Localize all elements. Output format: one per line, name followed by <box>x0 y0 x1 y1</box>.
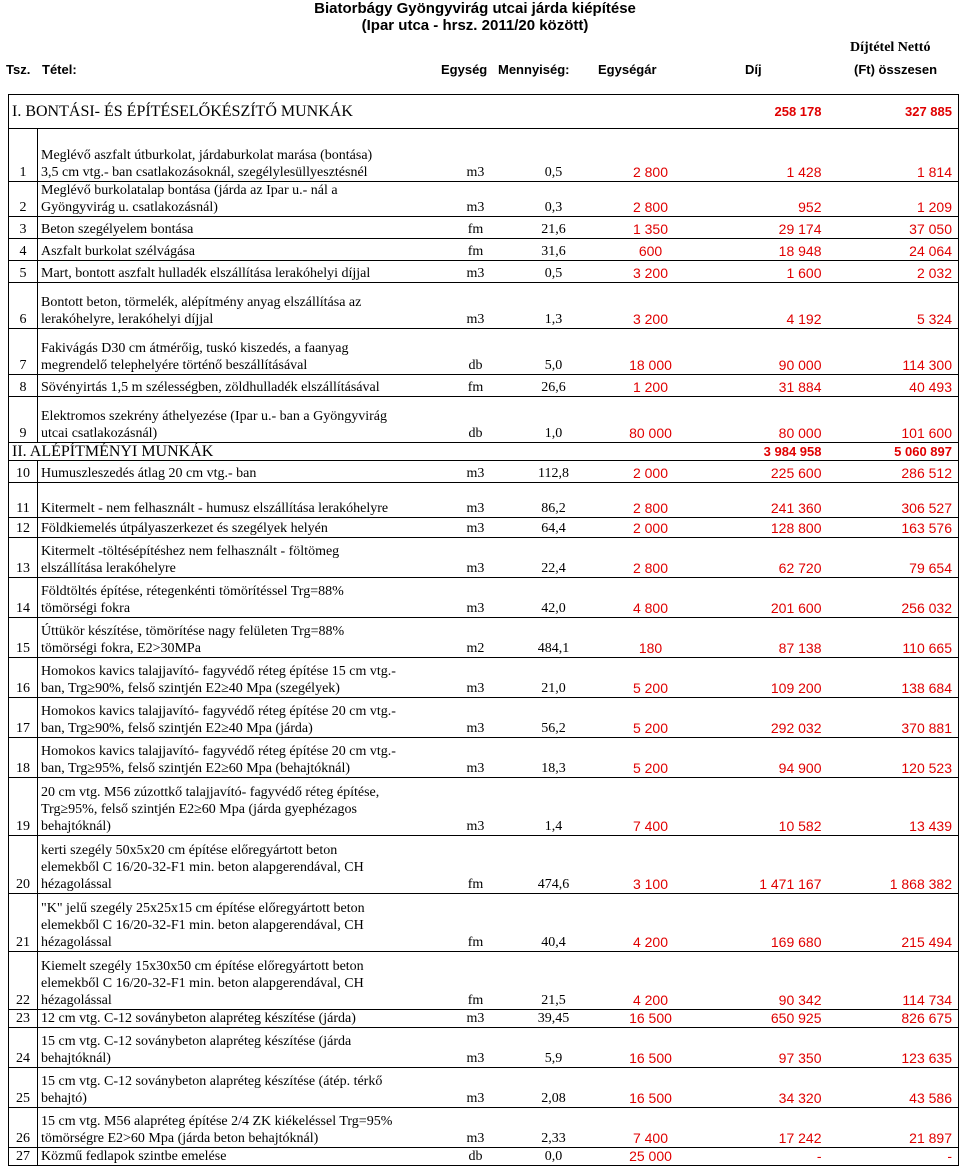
item-description <box>38 1010 447 1028</box>
item-description <box>38 283 447 329</box>
description-line: 15 cm vtg. C-12 soványbeton alapréteg készítése (átép. térkő <box>41 1074 383 1089</box>
description-line: Homokos kavics talajjavító- fagyvédő réteg építése 20 cm vtg.- <box>41 704 396 719</box>
fee-cell: 1 428 <box>699 129 830 182</box>
unit-cell: m3 <box>447 698 505 738</box>
quantity-cell: 2,33 <box>505 1108 603 1148</box>
description-line: behajtóknál) <box>41 819 111 834</box>
unit-price-cell: 16 500 <box>603 1028 699 1068</box>
item-description <box>38 778 447 836</box>
fee-cell: 17 242 <box>699 1108 830 1148</box>
row-number: 7 <box>9 329 38 375</box>
quantity-cell: 1,0 <box>505 397 603 443</box>
net-total-cell: 79 654 <box>830 538 959 578</box>
fee-cell: 241 360 <box>699 483 830 518</box>
unit-price-cell: 16 500 <box>603 1010 699 1028</box>
table-row <box>9 283 959 329</box>
description-line: 3,5 cm vtg.- ban csatlakozásoknál, szegélylesüllyesztésnél <box>41 165 368 180</box>
fee-cell: 952 <box>699 182 830 217</box>
net-total-cell: 1 209 <box>830 182 959 217</box>
section-title: I. BONTÁSI- ÉS ÉPÍTÉSELŐKÉSZÍTŐ MUNKÁK <box>9 95 699 129</box>
row-number: 5 <box>9 261 38 283</box>
section-title: II. ALÉPÍTMÉNYI MUNKÁK <box>9 443 699 461</box>
item-description <box>38 397 447 443</box>
quantity-cell: 0,5 <box>505 129 603 182</box>
header-net-line1: Díjtétel Nettó <box>850 40 931 55</box>
row-number: 8 <box>9 375 38 397</box>
net-total-cell: 13 439 <box>830 778 959 836</box>
unit-cell: db <box>447 329 505 375</box>
item-description <box>38 239 447 261</box>
description-line: tömörségi fokra <box>41 601 131 616</box>
item-description <box>38 738 447 778</box>
description-line: elemekből C 16/20-32-F1 min. beton alapgerendával, CH <box>41 976 364 991</box>
row-number: 15 <box>9 618 38 658</box>
unit-cell: db <box>447 1148 505 1166</box>
description-line: Mart, bontott aszfalt hulladék elszállítása lerakóhelyi díjjal <box>41 266 371 281</box>
fee-cell: 1 600 <box>699 261 830 283</box>
item-description <box>38 952 447 1010</box>
description-line: Meglévő aszfalt útburkolat, járdaburkolat marása (bontása) <box>41 148 373 163</box>
row-number: 21 <box>9 894 38 952</box>
item-description <box>38 658 447 698</box>
fee-cell: 292 032 <box>699 698 830 738</box>
table-row <box>9 239 959 261</box>
unit-price-cell: 4 800 <box>603 578 699 618</box>
net-total-cell: 163 576 <box>830 518 959 538</box>
row-number: 4 <box>9 239 38 261</box>
unit-price-cell: 2 000 <box>603 461 699 483</box>
description-line: "K" jelű szegély 25x25x15 cm építése előregyártott beton <box>41 901 365 916</box>
unit-price-cell: 16 500 <box>603 1068 699 1108</box>
net-total-cell: 286 512 <box>830 461 959 483</box>
unit-price-cell: 180 <box>603 618 699 658</box>
unit-cell: m2 <box>447 618 505 658</box>
fee-cell: 97 350 <box>699 1028 830 1068</box>
table-row <box>9 261 959 283</box>
fee-cell: 201 600 <box>699 578 830 618</box>
unit-cell: fm <box>447 894 505 952</box>
net-total-cell: 370 881 <box>830 698 959 738</box>
header-unit: Egység <box>441 62 488 77</box>
section-net-total: 5 060 897 <box>830 443 959 461</box>
table-row <box>9 1028 959 1068</box>
net-total-cell: 826 675 <box>830 1010 959 1028</box>
net-total-cell: 24 064 <box>830 239 959 261</box>
description-line: utcai csatlakozásnál) <box>41 426 158 441</box>
description-line: lerakóhelyre, lerakóhelyi díjjal <box>41 312 214 327</box>
description-line: Közmű fedlapok szintbe emelése <box>41 1149 227 1164</box>
unit-cell: db <box>447 397 505 443</box>
unit-cell: fm <box>447 239 505 261</box>
row-number: 10 <box>9 461 38 483</box>
table-row <box>9 778 959 836</box>
description-line: Homokos kavics talajjavító- fagyvédő réteg építése 20 cm vtg.- <box>41 744 396 759</box>
unit-cell: fm <box>447 375 505 397</box>
quantity-cell: 26,6 <box>505 375 603 397</box>
quantity-cell: 86,2 <box>505 483 603 518</box>
net-total-cell: 40 493 <box>830 375 959 397</box>
section-total: 3 984 958 <box>699 443 830 461</box>
net-total-cell: 306 527 <box>830 483 959 518</box>
table-row <box>9 952 959 1010</box>
fee-cell: 62 720 <box>699 538 830 578</box>
item-description <box>38 461 447 483</box>
section-header-row <box>9 95 959 129</box>
fee-cell: 94 900 <box>699 738 830 778</box>
header-unit-price: Egységár <box>598 62 657 77</box>
table-row <box>9 1068 959 1108</box>
unit-cell: m3 <box>447 1028 505 1068</box>
net-total-cell: 138 684 <box>830 658 959 698</box>
description-line: 15 cm vtg. C-12 soványbeton alapréteg készítése (járda <box>41 1034 352 1049</box>
table-row <box>9 738 959 778</box>
row-number: 1 <box>9 129 38 182</box>
item-description <box>38 129 447 182</box>
table-row <box>9 518 959 538</box>
fee-cell: 29 174 <box>699 217 830 239</box>
table-row <box>9 894 959 952</box>
unit-cell: m3 <box>447 518 505 538</box>
description-line: Sövényirtás 1,5 m szélességben, zöldhulladék elszállításával <box>41 380 380 395</box>
description-line <box>41 483 447 500</box>
unit-cell: fm <box>447 952 505 1010</box>
fee-cell: 90 000 <box>699 329 830 375</box>
unit-price-cell: 2 800 <box>603 182 699 217</box>
unit-price-cell: 2 800 <box>603 538 699 578</box>
quantity-cell: 18,3 <box>505 738 603 778</box>
fee-cell: 87 138 <box>699 618 830 658</box>
unit-price-cell: 18 000 <box>603 329 699 375</box>
fee-cell: 90 342 <box>699 952 830 1010</box>
item-description <box>38 375 447 397</box>
description-line: kerti szegély 50x5x20 cm építése előregyártott beton <box>41 843 338 858</box>
table-row <box>9 461 959 483</box>
unit-price-cell: 2 800 <box>603 129 699 182</box>
header-fee: Díj <box>745 62 762 77</box>
description-line: Kitermelt -töltésépítéshez nem felhasznált - föltömeg <box>41 544 340 559</box>
title-line-1: Biatorbágy Gyöngyvirág utcai járda kiépítése <box>314 0 636 17</box>
item-description <box>38 329 447 375</box>
row-number: 24 <box>9 1028 38 1068</box>
unit-price-cell: 1 350 <box>603 217 699 239</box>
quantity-cell: 474,6 <box>505 836 603 894</box>
description-line: Kitermelt - nem felhasznált - humusz elszállítása lerakóhelyre <box>41 501 389 516</box>
net-total-cell: 114 300 <box>830 329 959 375</box>
quantity-cell: 39,45 <box>505 1010 603 1028</box>
net-total-cell: 5 324 <box>830 283 959 329</box>
row-number: 23 <box>9 1010 38 1028</box>
unit-cell: m3 <box>447 261 505 283</box>
fee-cell: 650 925 <box>699 1010 830 1028</box>
fee-cell: 109 200 <box>699 658 830 698</box>
description-line: ban, Trg≥90%, felső szintjén E2≥40 Mpa (járda) <box>41 721 313 736</box>
row-number: 11 <box>9 483 38 518</box>
item-description <box>38 182 447 217</box>
description-line: Aszfalt burkolat szélvágása <box>41 244 195 259</box>
unit-cell: m3 <box>447 738 505 778</box>
description-line: tömörségi fokra, E2>30MPa <box>41 641 201 656</box>
header-no: Tsz. <box>6 62 31 77</box>
item-description <box>38 538 447 578</box>
table-row <box>9 217 959 239</box>
table-row <box>9 397 959 443</box>
row-number: 13 <box>9 538 38 578</box>
header-net-line2: (Ft) összesen <box>854 62 938 77</box>
item-description <box>38 1148 447 1166</box>
unit-cell: m3 <box>447 658 505 698</box>
table-row <box>9 698 959 738</box>
quantity-cell: 5,9 <box>505 1028 603 1068</box>
table-row <box>9 658 959 698</box>
title-line-2: (Ipar utca - hrsz. 2011/20 között) <box>361 17 589 34</box>
unit-cell: m3 <box>447 182 505 217</box>
quantity-cell: 64,4 <box>505 518 603 538</box>
quantity-cell: 5,0 <box>505 329 603 375</box>
item-description <box>38 578 447 618</box>
fee-cell: 34 320 <box>699 1068 830 1108</box>
net-total-cell: 215 494 <box>830 894 959 952</box>
quantity-cell: 21,0 <box>505 658 603 698</box>
unit-price-cell: 2 800 <box>603 483 699 518</box>
unit-cell: m3 <box>447 578 505 618</box>
unit-price-cell: 3 200 <box>603 261 699 283</box>
unit-price-cell: 5 200 <box>603 738 699 778</box>
quantity-cell: 56,2 <box>505 698 603 738</box>
unit-cell: m3 <box>447 483 505 518</box>
net-total-cell: - <box>830 1148 959 1166</box>
table-row <box>9 1108 959 1148</box>
net-total-cell: 21 897 <box>830 1108 959 1148</box>
row-number: 20 <box>9 836 38 894</box>
row-number: 18 <box>9 738 38 778</box>
section-total: 258 178 <box>699 95 830 129</box>
net-total-cell: 114 734 <box>830 952 959 1010</box>
row-number: 6 <box>9 283 38 329</box>
description-line: elemekből C 16/20-32-F1 min. beton alapgerendával, CH <box>41 860 364 875</box>
description-line: megrendelő telephelyére történő beszállításával <box>41 358 308 373</box>
quantity-cell: 40,4 <box>505 894 603 952</box>
row-number: 16 <box>9 658 38 698</box>
quantity-cell: 0,0 <box>505 1148 603 1166</box>
description-line: Beton szegélyelem bontása <box>41 222 194 237</box>
row-number: 27 <box>9 1148 38 1166</box>
quantity-cell: 42,0 <box>505 578 603 618</box>
item-description <box>38 1108 447 1148</box>
fee-cell: 10 582 <box>699 778 830 836</box>
table-row <box>9 483 959 518</box>
description-line: Gyöngyvirág u. csatlakozásnál) <box>41 200 218 215</box>
unit-price-cell: 25 000 <box>603 1148 699 1166</box>
unit-price-cell: 7 400 <box>603 778 699 836</box>
table-row <box>9 578 959 618</box>
unit-price-cell: 4 200 <box>603 952 699 1010</box>
quantity-cell: 21,6 <box>505 217 603 239</box>
description-line: 20 cm vtg. M56 zúzottkő talajjavító- fagyvédő réteg építése, <box>41 785 380 800</box>
unit-price-cell: 5 200 <box>603 658 699 698</box>
description-line: Bontott beton, törmelék, alépítmény anyag elszállítása az <box>41 295 362 310</box>
table-row <box>9 618 959 658</box>
unit-price-cell: 600 <box>603 239 699 261</box>
unit-price-cell: 3 200 <box>603 283 699 329</box>
row-number: 2 <box>9 182 38 217</box>
net-total-cell: 120 523 <box>830 738 959 778</box>
quantity-cell: 0,5 <box>505 261 603 283</box>
fee-cell: 31 884 <box>699 375 830 397</box>
fee-cell: 128 800 <box>699 518 830 538</box>
unit-cell: m3 <box>447 1010 505 1028</box>
header-item: Tétel: <box>42 62 77 77</box>
row-number: 25 <box>9 1068 38 1108</box>
quantity-cell: 0,3 <box>505 182 603 217</box>
description-line: Humuszleszedés átlag 20 cm vtg.- ban <box>41 466 257 481</box>
description-line: Földkiemelés útpályaszerkezet és szegélyek helyén <box>41 521 328 536</box>
fee-cell: 1 471 167 <box>699 836 830 894</box>
description-line: hézagolással <box>41 877 112 892</box>
description-line: tömörségre E2>60 Mpa (járda beton behajtóknál) <box>41 1131 319 1146</box>
item-description <box>38 217 447 239</box>
item-description <box>38 483 447 518</box>
quantity-cell: 1,3 <box>505 283 603 329</box>
net-total-cell: 256 032 <box>830 578 959 618</box>
net-total-cell: 110 665 <box>830 618 959 658</box>
section-header-row <box>9 443 959 461</box>
quantity-cell: 484,1 <box>505 618 603 658</box>
unit-price-cell: 2 000 <box>603 518 699 538</box>
table-row <box>9 538 959 578</box>
unit-cell: fm <box>447 836 505 894</box>
item-description <box>38 836 447 894</box>
fee-cell: 169 680 <box>699 894 830 952</box>
description-line: Földtöltés építése, rétegenkénti tömörítéssel Trg=88% <box>41 584 344 599</box>
description-line: elszállítása lerakóhelyre <box>41 561 176 576</box>
description-line: elemekből C 16/20-32-F1 min. beton alapgerendával, CH <box>41 918 364 933</box>
row-number: 19 <box>9 778 38 836</box>
description-line: Úttükör készítése, tömörítése nagy felületen Trg=88% <box>41 624 345 639</box>
item-description <box>38 698 447 738</box>
unit-price-cell: 3 100 <box>603 836 699 894</box>
description-line: ban, Trg≥90%, felső szintjén E2≥40 Mpa (szegélyek) <box>41 681 340 696</box>
net-total-cell: 1 868 382 <box>830 836 959 894</box>
description-line: hézagolással <box>41 993 112 1008</box>
net-total-cell: 43 586 <box>830 1068 959 1108</box>
unit-cell: m3 <box>447 1108 505 1148</box>
fee-cell: 80 000 <box>699 397 830 443</box>
row-number: 14 <box>9 578 38 618</box>
quantity-cell: 2,08 <box>505 1068 603 1108</box>
section-net-total: 327 885 <box>830 95 959 129</box>
table-row <box>9 1010 959 1028</box>
fee-cell: - <box>699 1148 830 1166</box>
description-line: Kiemelt szegély 15x30x50 cm építése előregyártott beton <box>41 959 364 974</box>
item-description <box>38 261 447 283</box>
description-line: hézagolással <box>41 935 112 950</box>
description-line: 12 cm vtg. C-12 soványbeton alapréteg készítése (járda) <box>41 1011 356 1026</box>
row-number: 17 <box>9 698 38 738</box>
unit-price-cell: 4 200 <box>603 894 699 952</box>
quantity-cell: 21,5 <box>505 952 603 1010</box>
unit-price-cell: 80 000 <box>603 397 699 443</box>
item-description <box>38 1028 447 1068</box>
quantity-cell: 22,4 <box>505 538 603 578</box>
unit-cell: m3 <box>447 461 505 483</box>
description-line: Meglévő burkolatalap bontása (járda az Ipar u.- nál a <box>41 183 338 198</box>
quantity-cell: 112,8 <box>505 461 603 483</box>
fee-cell: 18 948 <box>699 239 830 261</box>
row-number: 22 <box>9 952 38 1010</box>
description-line: Fakivágás D30 cm átmérőig, tuskó kiszedés, a faanyag <box>41 341 349 356</box>
fee-cell: 4 192 <box>699 283 830 329</box>
unit-cell: m3 <box>447 538 505 578</box>
net-total-cell: 101 600 <box>830 397 959 443</box>
unit-cell: m3 <box>447 129 505 182</box>
unit-price-cell: 5 200 <box>603 698 699 738</box>
unit-cell: m3 <box>447 778 505 836</box>
cost-table <box>8 94 959 1166</box>
row-number: 12 <box>9 518 38 538</box>
unit-price-cell: 7 400 <box>603 1108 699 1148</box>
table-row <box>9 329 959 375</box>
item-description <box>38 618 447 658</box>
quantity-cell: 1,4 <box>505 778 603 836</box>
description-line: behajtóknál) <box>41 1051 111 1066</box>
row-number: 9 <box>9 397 38 443</box>
description-line: behajtó) <box>41 1091 87 1106</box>
item-description <box>38 894 447 952</box>
table-row <box>9 182 959 217</box>
unit-cell: fm <box>447 217 505 239</box>
table-row <box>9 375 959 397</box>
header-qty: Mennyiség: <box>498 62 570 77</box>
unit-cell: m3 <box>447 283 505 329</box>
net-total-cell: 2 032 <box>830 261 959 283</box>
fee-cell: 225 600 <box>699 461 830 483</box>
table-row <box>9 1148 959 1166</box>
net-total-cell: 123 635 <box>830 1028 959 1068</box>
row-number: 3 <box>9 217 38 239</box>
row-number: 26 <box>9 1108 38 1148</box>
description-line: ban, Trg≥95%, felső szintjén E2≥60 Mpa (behajtóknál) <box>41 761 351 776</box>
quantity-cell: 31,6 <box>505 239 603 261</box>
net-total-cell: 1 814 <box>830 129 959 182</box>
item-description <box>38 518 447 538</box>
table-row <box>9 129 959 182</box>
unit-price-cell: 1 200 <box>603 375 699 397</box>
description-line: 15 cm vtg. M56 alapréteg építése 2/4 ZK kiékeléssel Trg=95% <box>41 1114 393 1129</box>
description-line: Homokos kavics talajjavító- fagyvédő réteg építése 15 cm vtg.- <box>41 664 396 679</box>
table-row <box>9 836 959 894</box>
net-total-cell: 37 050 <box>830 217 959 239</box>
description-line: Elektromos szekrény áthelyezése (Ipar u.- ban a Gyöngyvirág <box>41 409 387 424</box>
item-description <box>38 1068 447 1108</box>
unit-cell: m3 <box>447 1068 505 1108</box>
description-line: Trg≥95%, felső szintjén E2≥60 Mpa (járda gyephézagos <box>41 802 357 817</box>
